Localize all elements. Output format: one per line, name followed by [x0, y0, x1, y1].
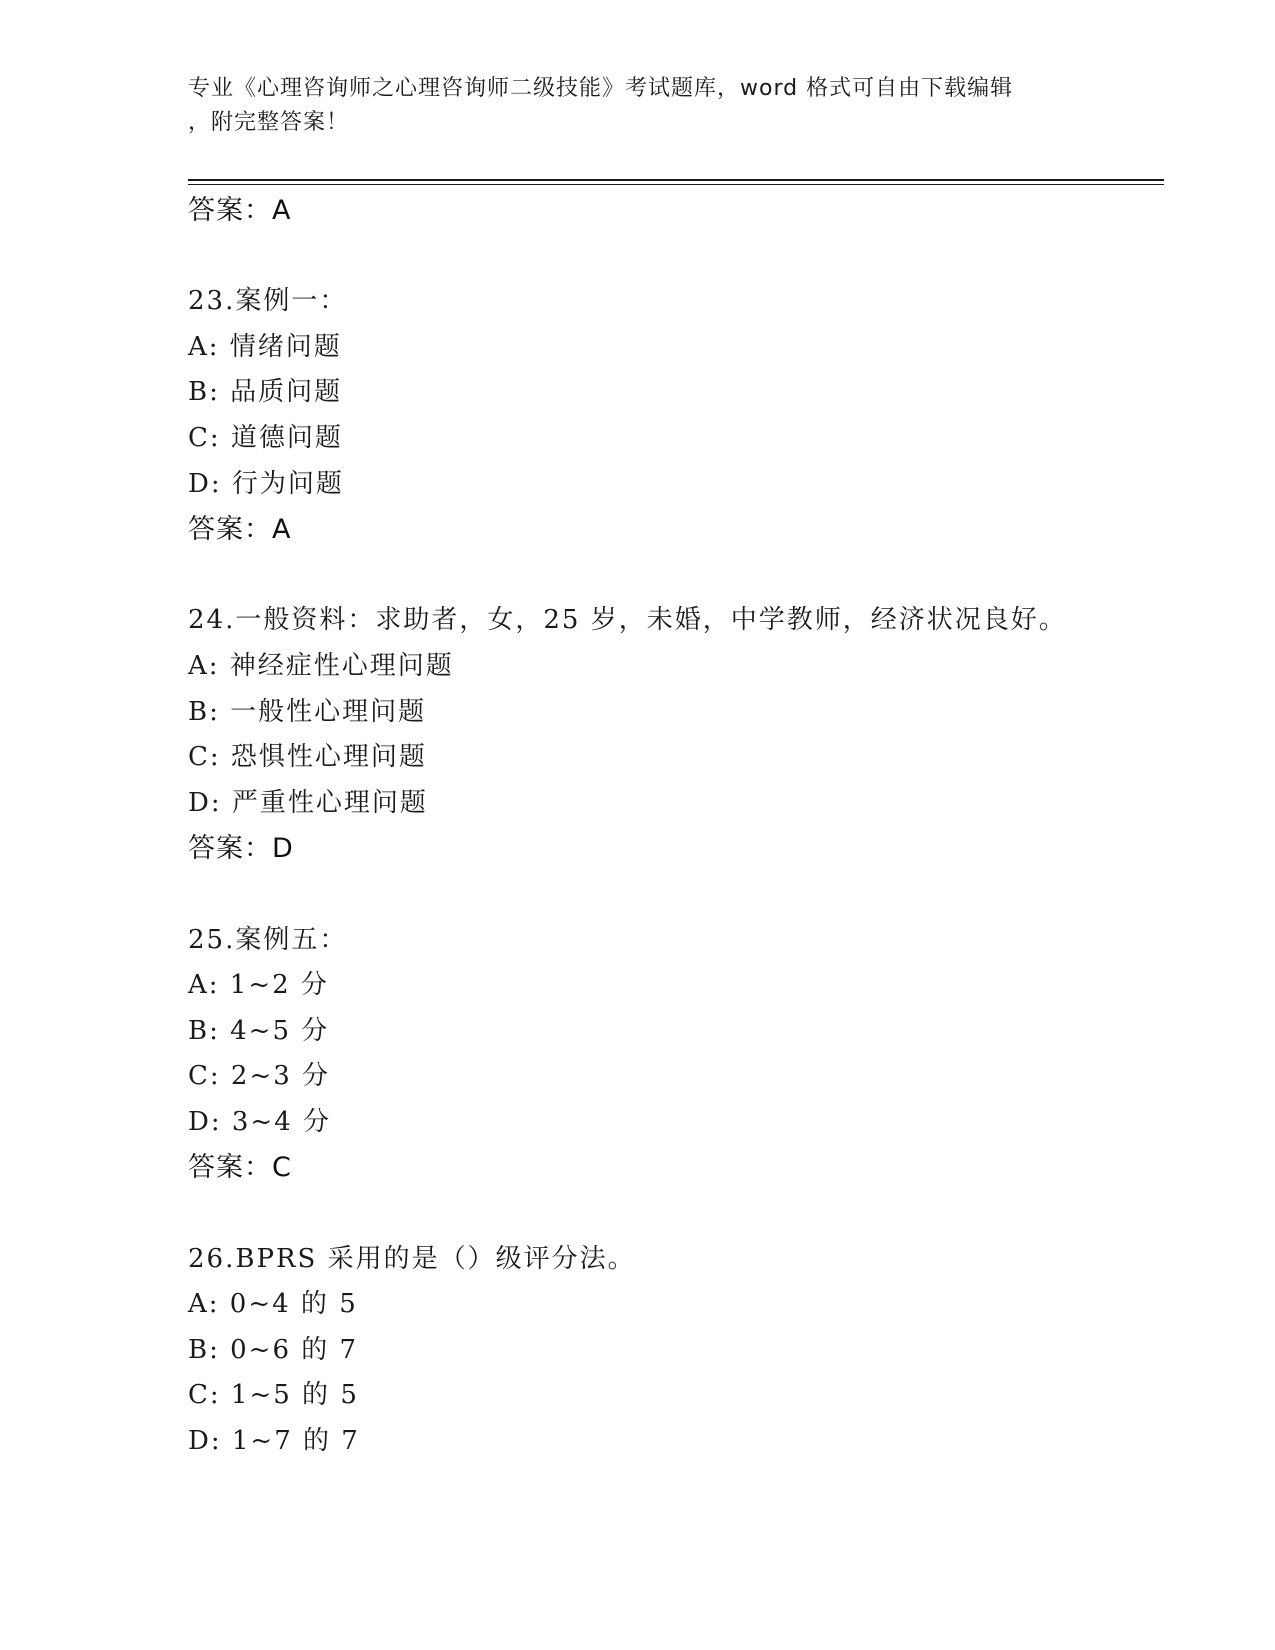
- question-list: [188, 188, 1148, 1465]
- answer-line: 答案：C: [188, 1152, 292, 1184]
- question-stem: 26.BPRS 采用的是（）级评分法。: [188, 1243, 636, 1274]
- answer-option: B: 品质问题: [188, 377, 343, 408]
- question-stem: 23.案例一：: [188, 286, 348, 317]
- answer-option: B: 4~5 分: [188, 1015, 330, 1046]
- document-header: [188, 72, 1088, 140]
- answer-option: D: 行为问题: [188, 468, 344, 499]
- spacer: [188, 872, 1148, 918]
- answer-line: 答案：A: [188, 195, 292, 226]
- answer-option: B: 一般性心理问题: [188, 696, 427, 727]
- spacer: [188, 234, 1148, 280]
- answer-option: A: 情绪问题: [188, 331, 342, 362]
- answer-option: A: 0~4 的 5: [188, 1289, 358, 1320]
- spacer: [188, 553, 1148, 599]
- answer-option: A: 神经症性心理问题: [188, 650, 454, 681]
- header-line-1: 专业《心理咨询师之心理咨询师二级技能》考试题库，word 格式可自由下载编辑: [188, 76, 1014, 101]
- answer-option: C: 1~5 的 5: [188, 1380, 359, 1411]
- header-line-2: ，附完整答案！: [188, 110, 350, 135]
- header-rule-thick: [188, 179, 1164, 181]
- answer-option: D: 3~4 分: [188, 1106, 332, 1137]
- answer-option: B: 0~6 的 7: [188, 1334, 359, 1365]
- answer-option: D: 1~7 的 7: [188, 1426, 360, 1457]
- answer-line: 答案：D: [188, 833, 294, 865]
- answer-option: C: 2~3 分: [188, 1061, 331, 1092]
- answer-option: A: 1~2 分: [188, 970, 329, 1001]
- answer-option: C: 恐惧性心理问题: [188, 742, 427, 773]
- question-stem: 25.案例五：: [188, 924, 348, 955]
- question-stem: 24.一般资料：求助者，女，25 岁，未婚，中学教师，经济状况良好。: [188, 605, 1067, 636]
- spacer: [188, 1191, 1148, 1237]
- answer-option: D: 严重性心理问题: [188, 787, 428, 818]
- header-rule-thin: [188, 184, 1164, 185]
- answer-option: C: 道德问题: [188, 422, 343, 453]
- answer-line: 答案：A: [188, 514, 292, 546]
